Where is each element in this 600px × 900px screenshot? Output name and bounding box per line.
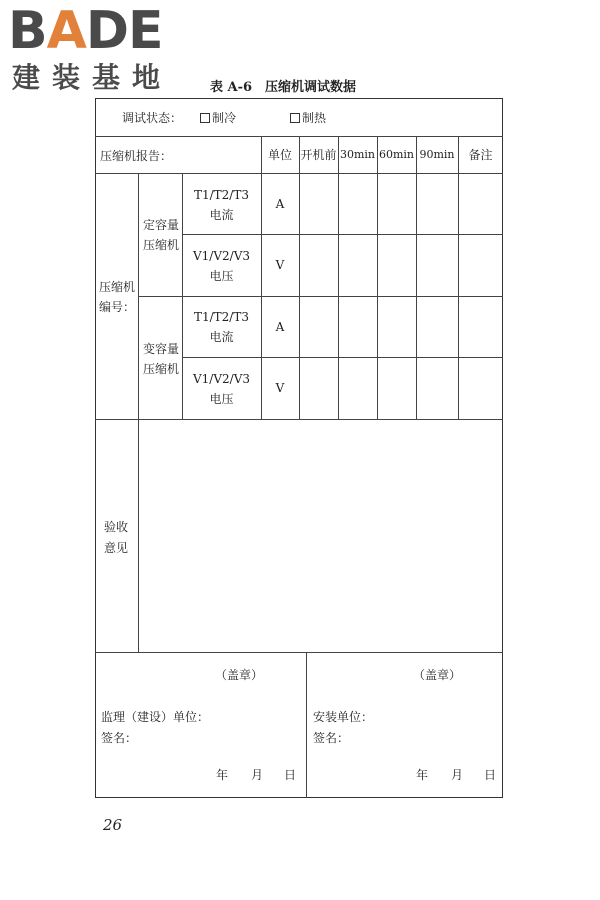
col-divider <box>458 136 459 419</box>
logo-letters: DE <box>85 1 163 61</box>
heating-option[interactable] <box>290 111 326 125</box>
param-voltage: V1/V2/V3 <box>193 249 250 263</box>
column-header-remarks: 备注 <box>468 148 493 162</box>
col-divider <box>338 136 339 419</box>
logo-letter: B <box>8 1 47 61</box>
seal-label: （盖章） <box>215 668 264 682</box>
date-month: 月 <box>451 768 464 782</box>
debug-status-label: 调试状态： <box>122 111 183 125</box>
param-current: T1/T2/T3 <box>193 310 249 324</box>
group-name-fixed: 压缩机 <box>143 238 180 252</box>
column-header-unit: 单位 <box>267 148 292 162</box>
cooling-label: 制冷 <box>212 111 237 125</box>
row-divider <box>95 419 503 420</box>
param-voltage-label: 电压 <box>209 392 234 406</box>
col-divider <box>377 136 378 419</box>
cooling-checkbox[interactable] <box>200 113 210 123</box>
column-header-60min: 60min <box>378 148 415 161</box>
col-divider <box>416 136 417 419</box>
param-voltage: V1/V2/V3 <box>193 372 250 386</box>
page-number: 26 <box>103 816 123 834</box>
unit-volt: V <box>275 381 285 395</box>
seal-label: （盖章） <box>413 668 462 682</box>
column-header-90min: 90min <box>419 148 455 161</box>
compressor-number-label: 编号： <box>99 300 136 314</box>
row-divider <box>182 357 503 358</box>
unit-volt: V <box>275 258 285 272</box>
row-divider <box>95 652 503 653</box>
logo-subtitle: 建装基地 <box>12 61 173 94</box>
signature-label: 签名： <box>101 731 138 745</box>
date-month: 月 <box>251 768 264 782</box>
table-title: 表 A-6 压缩机调试数据 <box>210 80 357 95</box>
column-header-30min: 30min <box>339 148 376 161</box>
unit-ampere: A <box>275 320 285 334</box>
date-year: 年 <box>416 768 429 782</box>
col-divider <box>261 136 262 419</box>
brand-logo <box>8 2 178 97</box>
param-current: T1/T2/T3 <box>193 188 249 202</box>
date-day: 日 <box>484 768 497 782</box>
heating-label: 制热 <box>302 111 327 125</box>
cooling-option[interactable] <box>200 111 236 125</box>
date-day: 日 <box>284 768 297 782</box>
logo-wordmark <box>8 2 163 60</box>
param-current-label: 电流 <box>209 330 234 344</box>
heating-checkbox[interactable] <box>290 113 300 123</box>
signature-label: 签名： <box>313 731 350 745</box>
row-divider <box>138 296 503 297</box>
param-current-label: 电流 <box>209 208 234 222</box>
group-name-variable: 压缩机 <box>143 362 180 376</box>
installation-unit-label: 安装单位： <box>313 710 374 724</box>
row-divider <box>182 234 503 235</box>
column-header-before-start: 开机前 <box>300 148 337 162</box>
unit-ampere: A <box>275 197 285 211</box>
group-name-variable: 变容量 <box>143 342 180 356</box>
acceptance-label: 意见 <box>104 541 129 555</box>
col-divider <box>306 652 307 798</box>
param-voltage-label: 电压 <box>209 269 234 283</box>
compressor-number-label: 压缩机 <box>99 280 136 294</box>
col-divider <box>299 136 300 419</box>
acceptance-label: 验收 <box>104 520 129 534</box>
col-divider <box>138 173 139 652</box>
date-year: 年 <box>216 768 229 782</box>
compressor-report-label: 压缩机报告： <box>100 149 173 163</box>
logo-accent-letter: A <box>46 1 86 61</box>
group-name-fixed: 定容量 <box>143 218 180 232</box>
supervision-unit-label: 监理（建设）单位： <box>101 710 210 724</box>
